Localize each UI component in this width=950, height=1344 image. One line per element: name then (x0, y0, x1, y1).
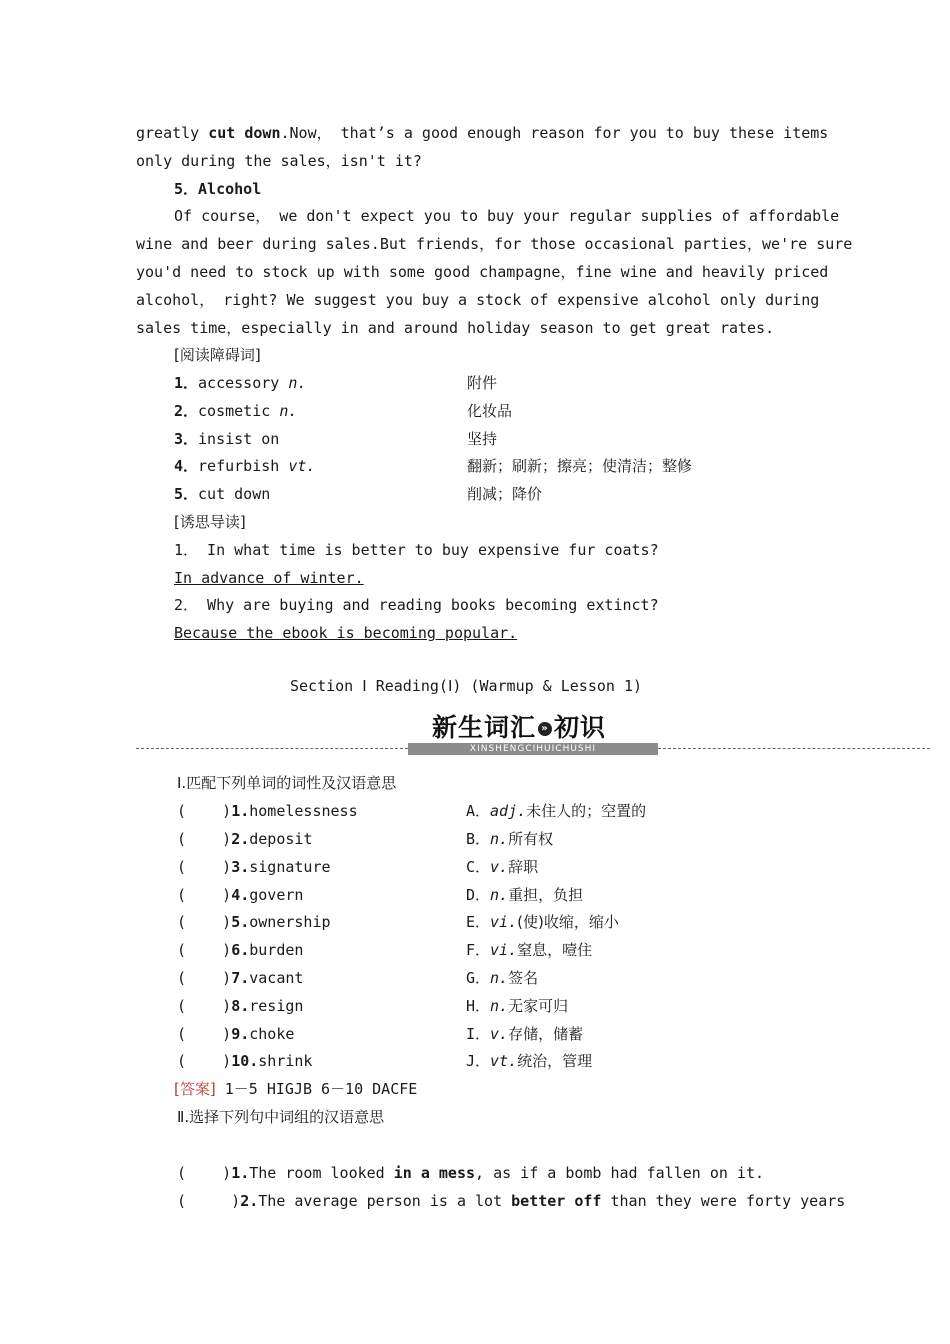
answer-line: [答案] 1－5 HIGJB 6－10 DACFE (174, 1080, 418, 1098)
match-row: ( )2.deposit B．n.所有权 (177, 830, 554, 848)
vocab-heading: [阅读障碍词] (174, 346, 261, 364)
match-row: ( )7.vacant G．n.签名 (177, 969, 539, 987)
passage-line: greatly cut down.Now， that’s a good enough reason for you to buy these items (136, 124, 829, 142)
part1-heading: Ⅰ.匹配下列单词的词性及汉语意思 (177, 774, 397, 792)
answer-label: [答案] (174, 1080, 216, 1098)
guide-question: 1． In what time is better to buy expensive fur coats? (174, 541, 659, 559)
banner-divider-right (658, 748, 930, 749)
vocab-row: 3．insist on 坚持 (174, 430, 498, 448)
passage-line: wine and beer during sales.But friends，for those occasional parties，we're sure (136, 235, 853, 253)
sentence-row: ( )1.The room looked in a mess, as if a bomb had fallen on it. (177, 1164, 765, 1182)
match-row: ( )10.shrink J．vt.统治，管理 (177, 1052, 593, 1070)
section-banner (136, 708, 930, 760)
passage-line: Of course， we don't expect you to buy your regular supplies of affordable (174, 207, 840, 225)
vocab-row: 4．refurbish vt. 翻新；刷新；擦亮；使清洁；整修 (174, 457, 693, 475)
match-row: ( )6.burden F．vi.窒息，噎住 (177, 941, 593, 959)
guide-heading: [诱思导读] (174, 513, 246, 531)
section-title: Section Ⅰ Reading(Ⅰ) (Warmup & Lesson 1) (290, 677, 643, 695)
vocab-row: 2．cosmetic n. 化妆品 (174, 402, 513, 420)
sentence-row: ( )2.The average person is a lot better off than they were forty years (177, 1192, 846, 1210)
part2-heading: Ⅱ.选择下列句中词组的汉语意思 (177, 1108, 385, 1126)
match-row: ( )5.ownership E．vi.(使)收缩，缩小 (177, 913, 619, 931)
match-row: ( )4.govern D．n.重担，负担 (177, 886, 584, 904)
match-row: ( )3.signature C．v.辞职 (177, 858, 539, 876)
match-row: ( )1.homelessness A．adj.未住人的；空置的 (177, 802, 647, 820)
guide-answer: In advance of winter. (174, 569, 364, 587)
passage-line: sales time，especially in and around holiday season to get great rates. (136, 319, 775, 337)
bold-phrase: cut down (208, 124, 281, 142)
passage-line: you'd need to stock up with some good champagne，fine wine and heavily priced (136, 263, 829, 281)
section-heading: 5．Alcohol (174, 180, 262, 198)
vocab-row: 5．cut down 削减；降价 (174, 485, 543, 503)
passage-line: only during the sales，isn't it? (136, 152, 422, 170)
passage-line: alcohol， right? We suggest you buy a stock of expensive alcohol only during (136, 291, 820, 309)
banner-divider-left (136, 748, 408, 749)
banner-subtitle: XINSHENGCIHUICHUSHI (408, 743, 658, 755)
guide-question: 2． Why are buying and reading books becoming extinct? (174, 596, 659, 614)
match-row: ( )9.choke I．v.存储，储蓄 (177, 1025, 584, 1043)
banner-title: 新生词汇 » 初识 (432, 713, 607, 742)
double-chevron-icon: » (538, 722, 552, 736)
match-row: ( )8.resign H．n.无家可归 (177, 997, 569, 1015)
vocab-row: 1．accessory n. 附件 (174, 374, 498, 392)
guide-answer: Because the ebook is becoming popular. (174, 624, 518, 642)
